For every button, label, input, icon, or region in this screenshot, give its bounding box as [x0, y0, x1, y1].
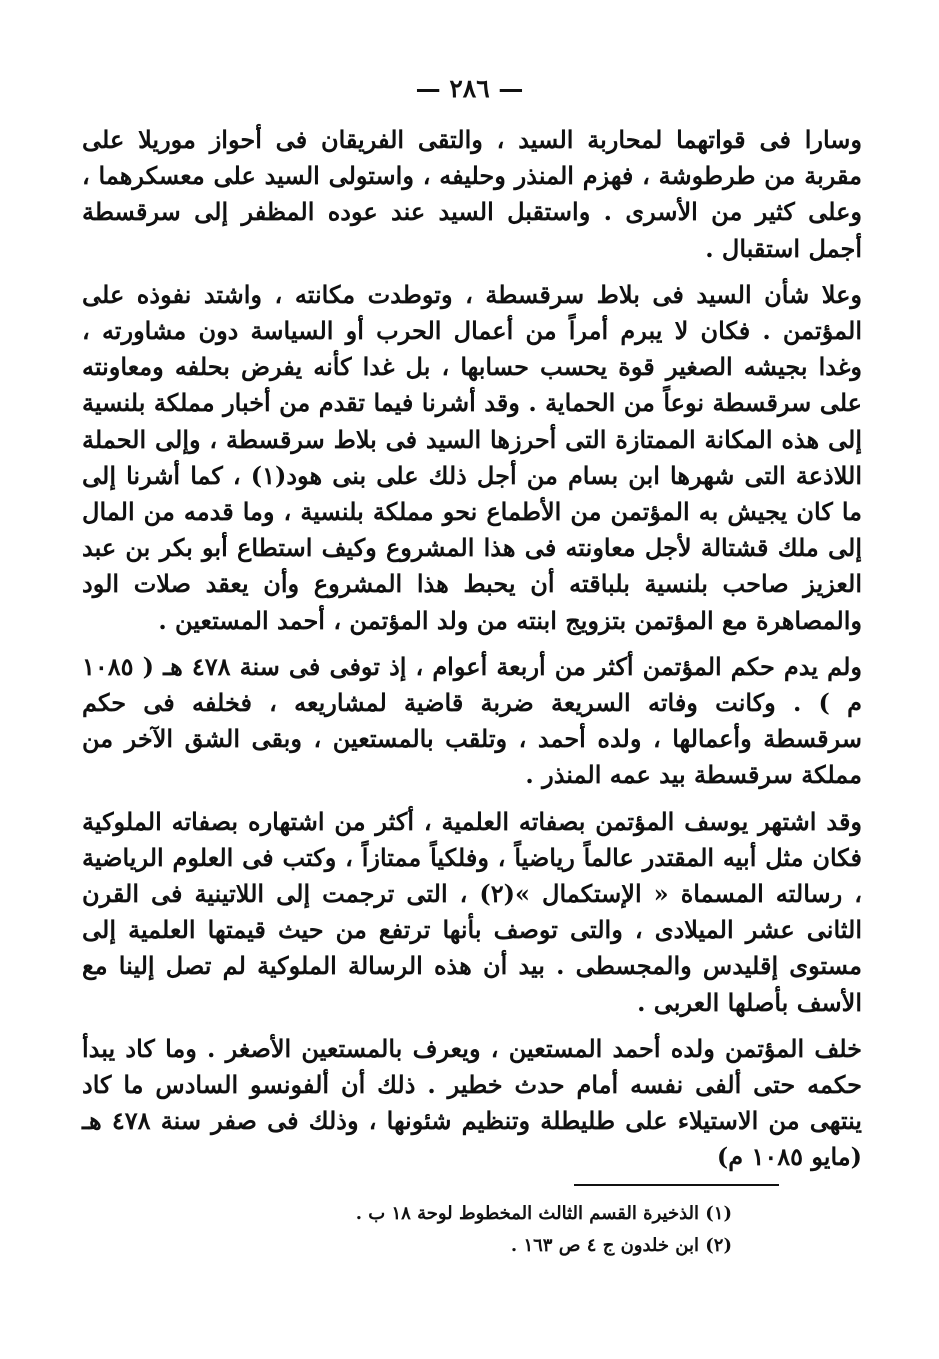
paragraph-2: وعلا شأن السيد فى بلاط سرقسطة ، وتوطدت مكانته ، واشتد نفوذه على المؤتمن . فكان لا يبرم أمراً من أعمال الحرب أو السياسة دون مشاورته ، وغدا بجيشه الصغير قوة يحسب حسابها ، بل غدا كأنه يفرض بحلفه ومعاونته على سرقسطة نوعاً من الحماية . وقد أشرنا فيما تقدم من أخبار مملكة بلنسية إلى هذه المكانة الممتازة التى أحرزها السيد فى بلاط سرقسطة ، وإلى الحملة اللاذعة التى شهرها ابن بسام من أجل ذلك على بنى هود(١) ، كما أشرنا إلى ما كان يجيش به المؤتمن من الأطماع نحو مملكة بلنسية ، وما قدمه من المال إلى ملك قشتالة لأجل معاونته فى هذا المشروع وكيف استطاع أبو بكر بن عبد العزيز صاحب بلنسية بلباقته أن يحبط هذا المشروع وأن يعقد صلات الود والمصاهرة مع المؤتمن بتزويج ابنته من ولد المؤتمن ، أحمد المستعين . [82, 279, 863, 635]
paragraph-5: خلف المؤتمن ولده أحمد المستعين ، ويعرف بالمستعين الأصغر . وما كاد يبدأ حكمه حتى ألفى نفسه أمام حدث خطير . ذلك أن ألفونسو السادس ما كاد ينتهى من الاستيلاء على طليطلة وتنظيم شئونها ، وذلك فى صفر سنة ٤٧٨ هـ (مايو ١٠٨٥ م) [82, 1033, 862, 1172]
footnote-1: (١) الذخيرة القسم الثالث المخطوط لوحة ١٨ ب . [355, 1203, 732, 1224]
paragraph-1: وسارا فى قواتهما لمحاربة السيد ، والتقى الفريقان فى أحواز موريلا على مقربة من طرطوشة ، فهزم المنذر وحليفه ، واستولى السيد على معسكرهما ، وعلى كثير من الأسرى . واستقبل السيد عند عوده المظفر إلى سرقسطة أجمل استقبال . [82, 125, 862, 263]
page-number: — ٢٨٦ — [415, 74, 524, 103]
footnote-divider [574, 1184, 779, 1186]
footnote-2: (٢) ابن خلدون ج ٤ ص ١٦٣ . [510, 1235, 732, 1256]
main-text [82, 122, 862, 1176]
paragraph-3: ولم يدم حكم المؤتمن أكثر من أربعة أعوام ، إذ توفى فى سنة ٤٧٨ هـ ( ١٠٨٥ م ) . وكانت وفاته السريعة ضربة قاضية لمشاريعه ، فخلفه فى حكم سرقسطة وأعمالها ، ولده أحمد ، وتلقب بالمستعين ، وبقى الشق الآخر من مملكة سرقسطة بيد عمه المنذر . [82, 651, 863, 790]
footnotes [300, 1198, 732, 1262]
paragraph-4: وقد اشتهر يوسف المؤتمن بصفاته العلمية ، أكثر من اشتهاره بصفاته الملوكية فكان مثل أبيه المقتدر عالماً رياضياً ، وفلكياً ممتازاً ، وكتب فى العلوم الرياضية ، رسالته المسماة « الإستكمال »(٢) ، التى ترجمت إلى اللاتينية فى القرن الثانى عشر الميلادى ، والتى توصف بأنها ترتفع من حيث قيمتها العلمية إلى مستوى إقليدس والمجسطى . بيد أن هذه الرسالة الملوكية لم تصل إلينا مع الأسف بأصلها العربى . [82, 806, 863, 1017]
